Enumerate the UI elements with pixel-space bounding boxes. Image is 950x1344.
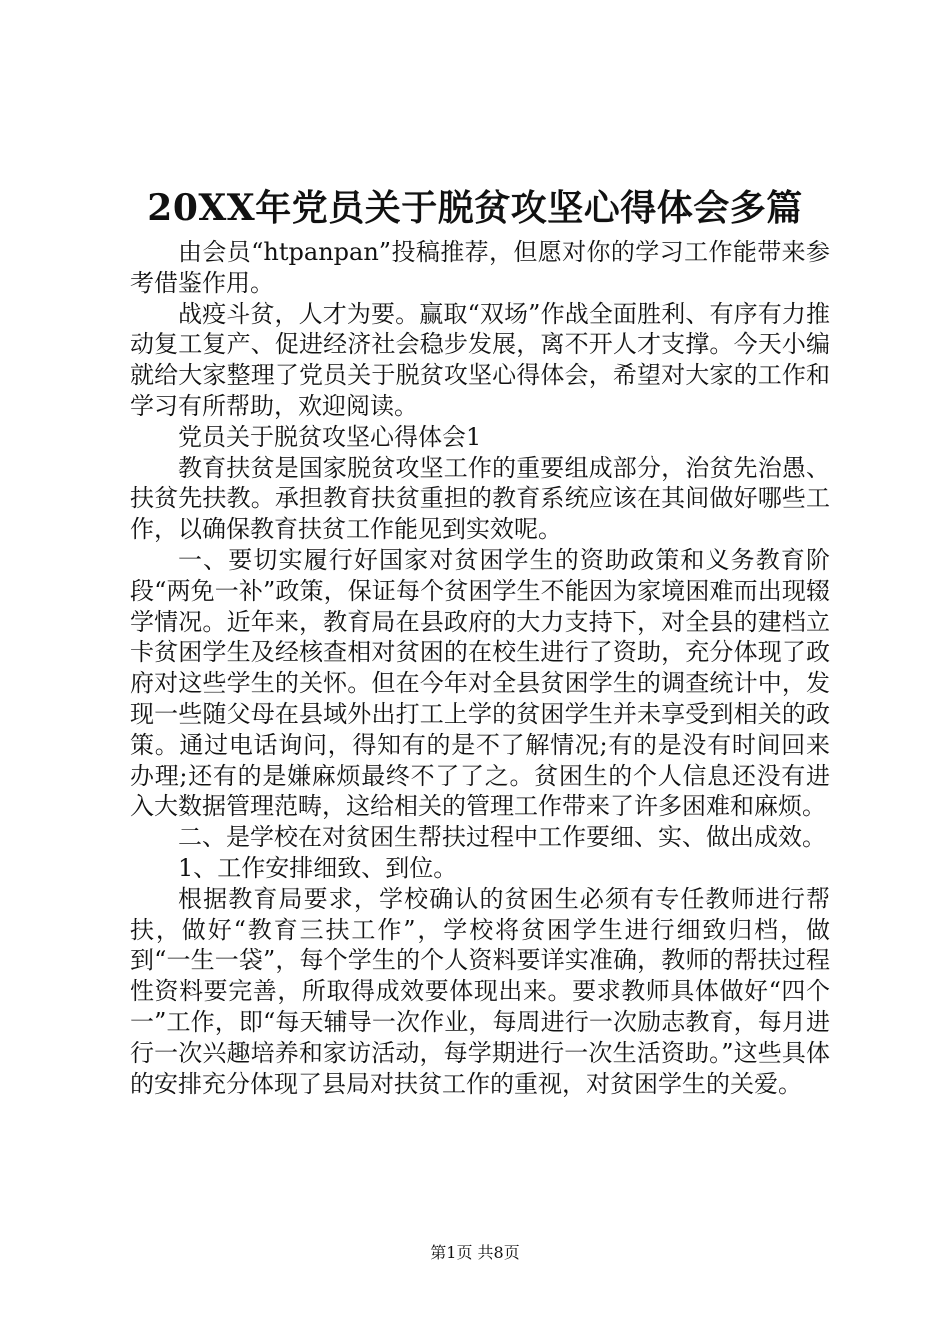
- paragraph-preface: 战疫斗贫，人才为要。赢取“双场”作战全面胜利、有序有力推动复工复产、促进经济社会稳步发展，离不开人才支撑。今天小编就给大家整理了党员关于脱贫攻坚心得体会，希望对大家的工作和学习有所帮助，欢迎阅读。: [130, 299, 830, 420]
- page-number: 第1页 共8页: [430, 1243, 520, 1262]
- document-title: 20XX年党员关于脱贫攻坚心得体会多篇: [147, 187, 803, 229]
- paragraph: 根据教育局要求，学校确认的贫困生必须有专任教师进行帮扶，做好“教育三扶工作”，学校将贫困学生进行细致归档，做到“一生一袋”，每个学生的个人资料要详实准确，教师的帮扶过程性资料要完善，所取得成效要体现出来。要求教师具体做好“四个一”工作，即“每天辅导一次作业，每周进行一次励志教育，每月进行一次兴趣培养和家访活动，每学期进行一次生活资助。”这些具体的安排充分体现了县局对扶贫工作的重视，对贫困学生的关爱。: [130, 884, 830, 1098]
- paragraph: 一、要切实履行好国家对贫困学生的资助政策和义务教育阶段“两免一补”政策，保证每个贫困学生不能因为家境困难而出现辍学情况。近年来，教育局在县政府的大力支持下，对全县的建档立卡贫困学生及经核查相对贫困的在校生进行了资助，充分体现了政府对这些学生的关怀。但在今年对全县贫困学生的调查统计中，发现一些随父母在县域外出打工上学的贫困学生并未享受到相关的政策。通过电话询问，得知有的是不了解情况;有的是没有时间回来办理;还有的是嫌麻烦最终不了了之。贫困生的个人信息还没有进入大数据管理范畴，这给相关的管理工作带来了许多困难和麻烦。: [130, 545, 830, 821]
- document-body: [130, 237, 830, 1099]
- subsection-heading: 1、工作安排细致、到位。: [178, 853, 458, 882]
- paragraph: 教育扶贫是国家脱贫攻坚工作的重要组成部分，治贫先治愚、扶贫先扶教。承担教育扶贫重担的教育系统应该在其间做好哪些工作，以确保教育扶贫工作能见到实效呢。: [130, 453, 830, 544]
- paragraph-intro: 由会员“htpanpan”投稿推荐，但愿对你的学习工作能带来参考借鉴作用。: [130, 238, 830, 297]
- paragraph: 二、是学校在对贫困生帮扶过程中工作要细、实、做出成效。: [178, 823, 826, 852]
- section-heading: 党员关于脱贫攻坚心得体会1: [178, 422, 482, 451]
